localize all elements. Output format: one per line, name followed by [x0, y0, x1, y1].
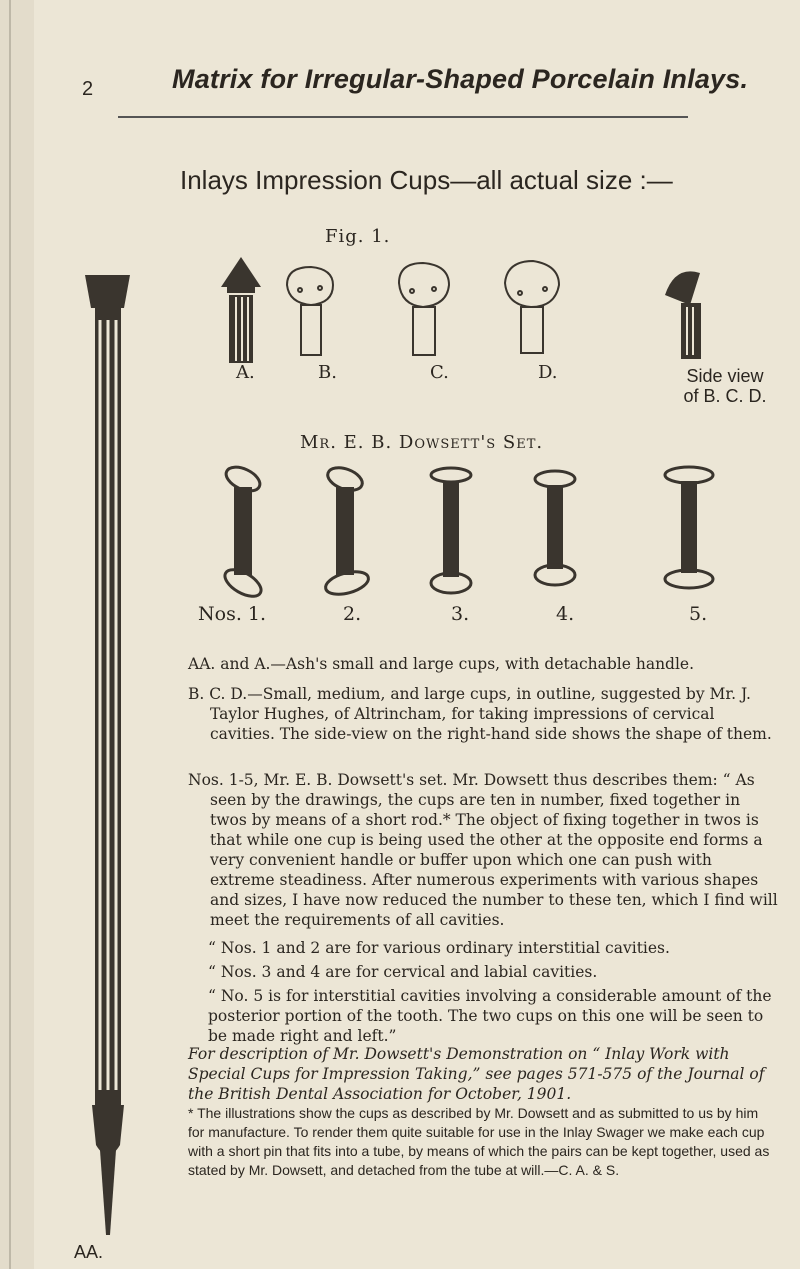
- dowsett-cup-3-illustration: [431, 468, 471, 593]
- paragraph-bcd-first: B. C. D.—Small, medium, and large cups, in outline, suggested by Mr. J.: [188, 685, 751, 703]
- paragraph-dowsett: [188, 770, 778, 930]
- journal-reference: For description of Mr. Dowsett's Demonstration on “ Inlay Work with Special Cups for Impression Taking,” see pages 571-575 of the Journal of the British Dental Association for October, 1901.: [188, 1045, 765, 1103]
- figure-label: Fig. 1.: [325, 226, 391, 247]
- side-view-illustration: [665, 271, 701, 359]
- dowsett-cup-1-illustration: [221, 465, 266, 600]
- caption-d: D.: [538, 362, 558, 383]
- running-head: Matrix for Irregular-Shaped Porcelain Inlays.: [172, 64, 749, 94]
- aa-label: AA.: [74, 1242, 104, 1262]
- header-rule: [118, 116, 688, 118]
- side-view-caption-line1: Side view: [686, 366, 764, 386]
- number-label-2: 2.: [343, 603, 362, 625]
- paragraph-bcd: [188, 684, 778, 744]
- number-label-1: Nos. 1.: [198, 603, 267, 625]
- dowsett-set-title: Mr. E. B. Dowsett's Set.: [300, 432, 544, 453]
- dowsett-set-figure: [215, 465, 775, 600]
- caption-c: C.: [430, 362, 449, 383]
- section-title: Inlays Impression Cups—all actual size :—: [180, 165, 673, 195]
- number-label-3: 3.: [451, 603, 470, 625]
- paragraph-aa: AA. and A.—Ash's small and large cups, with detachable handle.: [188, 655, 695, 673]
- aa-handle-illustration: [0, 0, 180, 1269]
- side-view-caption: [675, 366, 775, 406]
- cup-c-illustration: [399, 263, 449, 355]
- number-label-4: 4.: [556, 603, 575, 625]
- dowsett-cup-4-illustration: [535, 471, 575, 585]
- paragraph-bcd-rest: Taylor Hughes, of Altrincham, for taking impressions of cervical cavities. The side-view on the right-hand side shows the shape of them.: [210, 705, 772, 743]
- footnote: * The illustrations show the cups as described by Mr. Dowsett and as submitted to us by him for manufacture. To render them quite suitable for use in the Inlay Swager we make each cup with a short pin that fits into a tube, by means of which the pairs can be kept together, used as stated by Mr. Dowsett, and detached from the tube at will.—C. A. & S.: [188, 1105, 770, 1178]
- caption-a: A.: [236, 362, 255, 383]
- caption-b: B.: [318, 362, 337, 383]
- dowsett-cup-2-illustration: [323, 465, 371, 598]
- cup-a-illustration: [221, 257, 261, 363]
- number-label-5: 5.: [689, 603, 708, 625]
- paragraph-dowsett-rest: seen by the drawings, the cups are ten in number, fixed together in twos by means of a short rod.* The object of fixing together in twos is that while one cup is being used the other at the opposite end forms a very convenient handle or buffer upon which one can push with extreme steadiness. After numerous experiments with various shapes and sizes, I have now reduced the number to these ten, which I find will meet the requirements of all cavities.: [210, 791, 778, 929]
- quote-no-5: “ No. 5 is for interstitial cavities involving a considerable amount of the posterior portion of the tooth. The two cups on this one will be seen to be made right and left.”: [208, 987, 772, 1045]
- cup-b-illustration: [287, 267, 333, 355]
- paragraph-dowsett-first: Nos. 1-5, Mr. E. B. Dowsett's set. Mr. Dowsett thus describes them: “ As: [188, 771, 755, 789]
- side-view-caption-line2: of B. C. D.: [683, 386, 767, 406]
- figure-top-row: [215, 255, 785, 370]
- dowsett-cup-5-illustration: [665, 467, 713, 588]
- page-number: 2: [82, 78, 94, 100]
- quote-nos-3-4: “ Nos. 3 and 4 are for cervical and labial cavities.: [208, 963, 598, 981]
- quote-nos-1-2: “ Nos. 1 and 2 are for various ordinary interstitial cavities.: [208, 939, 670, 957]
- cup-d-illustration: [505, 261, 559, 353]
